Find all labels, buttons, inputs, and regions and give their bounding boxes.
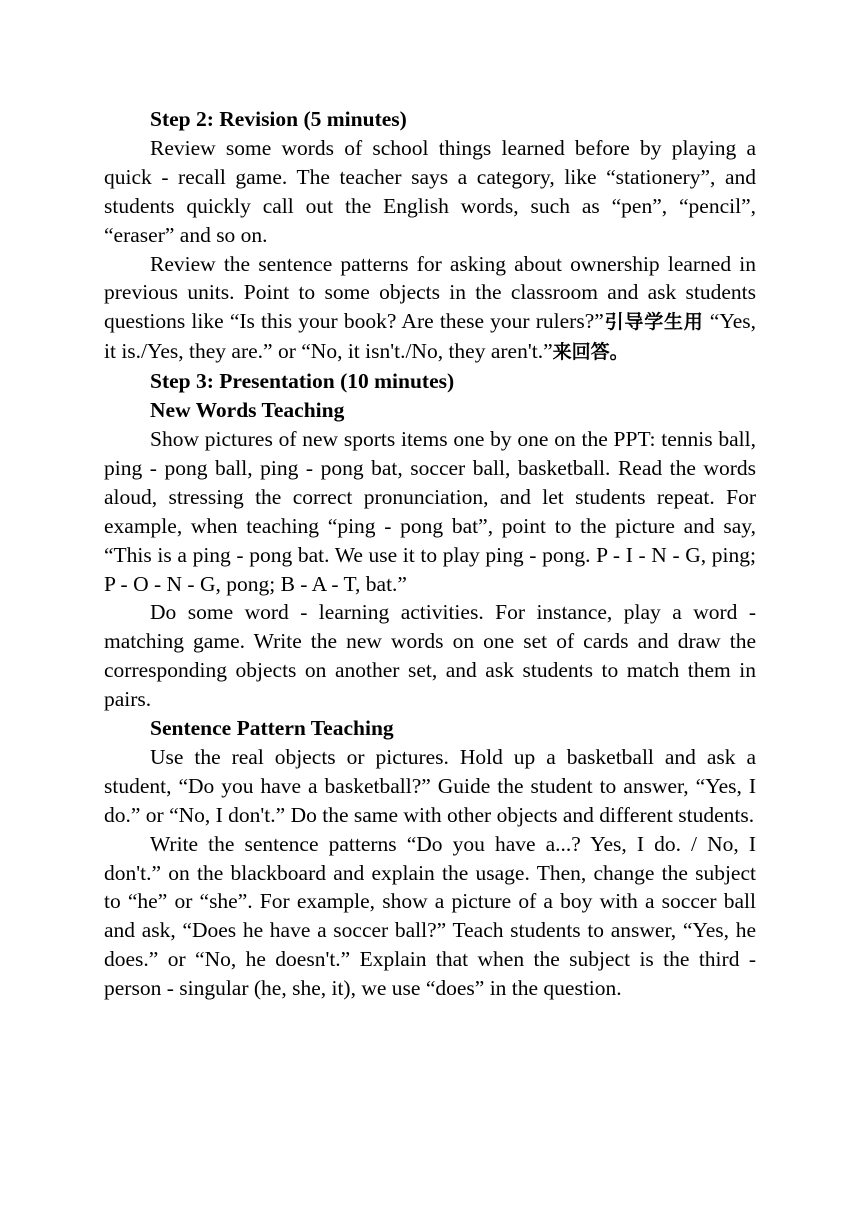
step2-paragraph-2-cjk-2: 来回答。 — [552, 341, 629, 364]
step3-heading: Step 3: Presentation (10 minutes) — [150, 369, 455, 394]
step3-paragraph-3: Use the real objects or pictures. Hold up a basketball and ask a student, “Do you have a basketball?” Guide the student to answer, “Yes, I do.” or “No, I don't.” Do the same with other objects and different students. — [104, 744, 756, 827]
sentence-pattern-subheading: Sentence Pattern Teaching — [150, 716, 394, 741]
step2-paragraph-2-cjk: 引导学生用 — [603, 311, 704, 334]
step2-heading: Step 2: Revision (5 minutes) — [150, 107, 407, 131]
document-page — [104, 105, 756, 1003]
step2-paragraph-2-text-2: “Yes, it is./Yes, they are.” or “No, it isn't./No, they aren't.” — [104, 309, 756, 364]
step2-paragraph-2 — [104, 250, 756, 368]
new-words-subheading: New Words Teaching — [150, 398, 345, 423]
step3-paragraph-1: Show pictures of new sports items one by one on the PPT: tennis ball, ping - pong ball, ping - pong bat, soccer ball, basketball. Read the words aloud, stressing the correct pronunciation, and let students repeat. For example, when teaching “ping - pong bat”, point to the picture and say, “This is a ping - pong bat. We use it to play ping - pong. P - I - N - G, ping; P - O - N - G, pong; B - A - T, bat.” — [104, 426, 756, 596]
step3-paragraph-2: Do some word - learning activities. For instance, play a word - matching game. Write the new words on one set of cards and draw the corresponding objects on another set, and ask students to match them in pairs. — [104, 600, 756, 712]
step3-paragraph-4: Write the sentence patterns “Do you have a...? Yes, I do. / No, I don't.” on the blackboard and explain the usage. Then, change the subject to “he” or “she”. For example, show a picture of a boy with a soccer ball and ask, “Does he have a soccer ball?” Teach students to answer, “Yes, he does.” or “No, he doesn't.” Explain that when the subject is the third - person - singular (he, she, it), we use “does” in the question. — [104, 831, 756, 1001]
step2-paragraph-2-text: Review the sentence patterns for asking about ownership learned in previous units. Point to some objects in the classroom and ask students questions like “Is this your book? Are these your rulers?” — [104, 251, 756, 334]
step2-paragraph-1: Review some words of school things learned before by playing a quick - recall game. The teacher says a category, like “stationery”, and students quickly call out the English words, such as “pen”, “pencil”, “eraser” and so on. — [104, 135, 756, 247]
